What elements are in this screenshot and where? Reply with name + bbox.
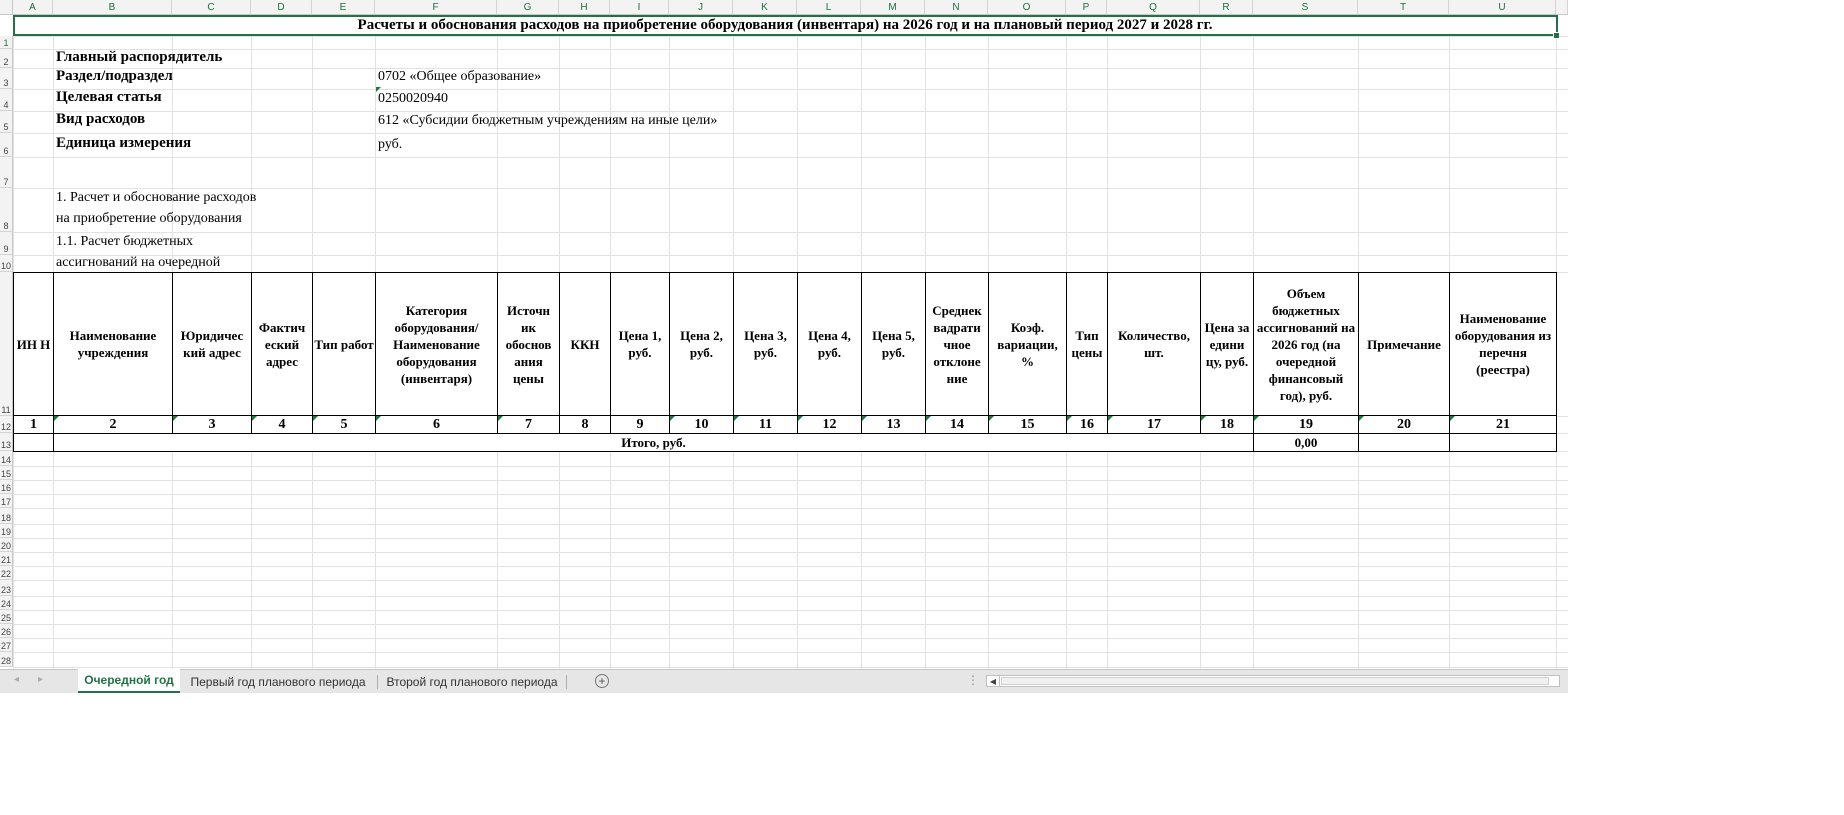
column-number-cell[interactable]: 17 xyxy=(1107,415,1201,434)
column-number-cell[interactable]: 15 xyxy=(988,415,1067,434)
number-stored-as-text-marker xyxy=(926,416,931,421)
table-header-cell[interactable]: Цена 3, руб. xyxy=(733,272,798,416)
column-number-cell[interactable]: 12 xyxy=(797,415,862,434)
tab-separator xyxy=(377,675,378,689)
gridline xyxy=(13,508,1568,509)
column-header[interactable]: I xyxy=(610,0,669,15)
row-header[interactable]: 17 xyxy=(0,494,13,508)
gridline xyxy=(13,68,1568,69)
target-value: 0250020940 xyxy=(378,91,448,106)
row-header[interactable]: 9 xyxy=(0,232,13,255)
tab-scroll-left-icon[interactable]: ◂ xyxy=(14,674,20,685)
row-header[interactable]: 24 xyxy=(0,596,13,610)
gridline xyxy=(13,580,1568,581)
table-header-cell[interactable]: ККН xyxy=(559,272,611,416)
scroll-left-arrow-icon[interactable]: ◀ xyxy=(987,676,1000,686)
row-header[interactable]: 12 xyxy=(0,416,13,433)
table-header-cell[interactable]: Цена 1, руб. xyxy=(610,272,670,416)
table-header-cell[interactable]: Количество, шт. xyxy=(1107,272,1201,416)
section-heading-line1: 1. Расчет и обоснование расходов xyxy=(56,190,257,205)
column-header[interactable]: G xyxy=(497,0,559,15)
gridline xyxy=(13,652,1568,653)
number-stored-as-text-marker xyxy=(252,416,257,421)
row-header[interactable]: 18 xyxy=(0,508,13,524)
column-number-cell[interactable]: 21 xyxy=(1449,415,1557,434)
column-number-cell[interactable]: 11 xyxy=(733,415,798,434)
table-header-cell[interactable]: Категория оборудования/ Наименование оборудования (инвентаря) xyxy=(375,272,498,416)
table-header-cell[interactable]: Тип работ xyxy=(312,272,376,416)
total-note-cell[interactable] xyxy=(1358,433,1450,452)
row-header[interactable]: 28 xyxy=(0,652,13,667)
row-header[interactable]: 7 xyxy=(0,157,13,188)
number-stored-as-text-marker xyxy=(313,416,318,421)
splitter-dots-icon[interactable]: ⋮ xyxy=(967,673,979,687)
row-header[interactable]: 23 xyxy=(0,580,13,596)
gridline xyxy=(13,255,1568,256)
target-label: Целевая статья xyxy=(56,89,162,105)
number-stored-as-text-marker xyxy=(1359,416,1364,421)
row-header[interactable]: 5 xyxy=(0,111,13,133)
section-heading-line2: на приобретение оборудования xyxy=(56,211,242,226)
row-header[interactable]: 13 xyxy=(0,433,13,451)
gridline xyxy=(13,596,1568,597)
table-header-cell[interactable]: Цена за едини цу, руб. xyxy=(1200,272,1254,416)
column-header[interactable]: N xyxy=(925,0,988,15)
total-label-cell[interactable]: Итого, руб. xyxy=(53,433,1254,452)
column-header[interactable]: D xyxy=(251,0,312,15)
row-header[interactable]: 8 xyxy=(0,188,13,232)
row-header[interactable]: 22 xyxy=(0,566,13,580)
column-header[interactable]: M xyxy=(861,0,925,15)
column-number-cell[interactable]: 5 xyxy=(312,415,376,434)
table-header-cell[interactable]: Юридичес кий адрес xyxy=(172,272,252,416)
tab-scroll-right-icon[interactable]: ▸ xyxy=(38,674,44,685)
column-header[interactable]: R xyxy=(1200,0,1253,15)
table-header-cell[interactable]: Наименование оборудования из перечня (реестра) xyxy=(1449,272,1557,416)
table-header-cell[interactable]: Цена 2, руб. xyxy=(669,272,734,416)
row-header[interactable]: 2 xyxy=(0,49,13,68)
row-header[interactable]: 26 xyxy=(0,624,13,638)
gridline xyxy=(13,552,1568,553)
column-header[interactable]: P xyxy=(1066,0,1107,15)
table-header-cell[interactable]: Примечание xyxy=(1358,272,1450,416)
gridline xyxy=(13,188,1568,189)
tab-current-year[interactable]: Очередной год xyxy=(78,669,180,693)
column-number-cell[interactable]: 19 xyxy=(1253,415,1359,434)
column-header[interactable]: K xyxy=(733,0,797,15)
gridline xyxy=(13,524,1568,525)
row-header[interactable]: 11 xyxy=(0,272,13,416)
row-header[interactable]: 25 xyxy=(0,610,13,624)
column-number-cell[interactable]: 16 xyxy=(1066,415,1108,434)
row-header[interactable]: 1 xyxy=(0,36,13,49)
section-label: Раздел/подраздел xyxy=(56,68,173,84)
unit-value: руб. xyxy=(378,137,403,152)
row-header[interactable]: 16 xyxy=(0,480,13,494)
sheet-title: Расчеты и обоснования расходов на приобретение оборудования (инвентаря) на 2026 год и на плановый период 2027 и 2028 гг. xyxy=(14,16,1556,35)
column-header[interactable]: L xyxy=(797,0,861,15)
column-number-cell[interactable]: 13 xyxy=(861,415,926,434)
number-stored-as-text-marker xyxy=(1067,416,1072,421)
column-header[interactable]: T xyxy=(1358,0,1449,15)
gridline xyxy=(13,49,1568,50)
tab-first-plan-year[interactable]: Первый год планового периода xyxy=(190,674,366,689)
table-header-cell[interactable]: Наименование учреждения xyxy=(53,272,173,416)
number-stored-as-text-marker xyxy=(670,416,675,421)
add-sheet-icon[interactable]: + xyxy=(595,674,609,688)
column-number-cell[interactable]: 6 xyxy=(375,415,498,434)
subsection-heading-line2: ассигнований на очередной xyxy=(56,255,221,270)
gridline xyxy=(13,480,1568,481)
table-header-cell[interactable]: ИН Н xyxy=(13,272,54,416)
gridline xyxy=(13,667,1568,668)
chief-label: Главный распорядитель xyxy=(56,49,223,65)
row-header[interactable]: 20 xyxy=(0,538,13,552)
table-header-cell[interactable]: Среднек вадрати чное отклоне ние xyxy=(925,272,989,416)
column-header-filler xyxy=(1556,0,1568,15)
table-header-cell[interactable]: Фактич еский адрес xyxy=(251,272,313,416)
column-header[interactable]: U xyxy=(1449,0,1556,15)
total-row-empty-cell[interactable] xyxy=(13,433,54,452)
column-number-cell[interactable]: 2 xyxy=(53,415,173,434)
table-header-cell[interactable]: Тип цены xyxy=(1066,272,1108,416)
gridline xyxy=(13,133,1568,134)
table-header-cell[interactable]: Цена 4, руб. xyxy=(797,272,862,416)
row-header[interactable]: 10 xyxy=(0,255,13,272)
number-stored-as-text-marker xyxy=(1450,416,1455,421)
gridline xyxy=(13,638,1568,639)
table-header-cell[interactable]: Цена 5, руб. xyxy=(861,272,926,416)
table-header-cell[interactable]: Коэф. вариации, % xyxy=(988,272,1067,416)
subsection-heading-line1: 1.1. Расчет бюджетных xyxy=(56,234,194,249)
number-stored-as-text-marker xyxy=(862,416,867,421)
gridline xyxy=(13,89,1568,90)
number-stored-as-text-marker xyxy=(54,416,59,421)
gridline xyxy=(13,232,1568,233)
column-header[interactable]: S xyxy=(1253,0,1358,15)
total-value-cell[interactable]: 0,00 xyxy=(1253,433,1359,452)
column-number-cell[interactable]: 1 xyxy=(13,415,54,434)
number-stored-as-text-marker xyxy=(798,416,803,421)
number-stored-as-text-marker xyxy=(498,416,503,421)
gridline xyxy=(13,566,1568,567)
number-stored-as-text-marker xyxy=(989,416,994,421)
column-number-cell[interactable]: 9 xyxy=(610,415,670,434)
column-header[interactable]: O xyxy=(988,0,1066,15)
column-header[interactable]: A xyxy=(13,0,53,15)
column-number-cell[interactable]: 7 xyxy=(497,415,560,434)
number-stored-as-text-marker xyxy=(1201,416,1206,421)
row-header[interactable]: 14 xyxy=(0,451,13,466)
number-stored-as-text-marker xyxy=(1254,416,1259,421)
row-header[interactable]: 27 xyxy=(0,638,13,652)
tab-separator xyxy=(566,675,567,689)
number-stored-as-text-marker xyxy=(173,416,178,421)
number-stored-as-text-marker xyxy=(734,416,739,421)
total-registry-cell[interactable] xyxy=(1449,433,1557,452)
gridline xyxy=(13,624,1568,625)
sheet-tab-bar xyxy=(0,669,1568,693)
number-stored-as-text-marker xyxy=(376,416,381,421)
table-header-cell[interactable]: Объем бюджетных ассигнований на 2026 год (на очередной финансовый год), руб. xyxy=(1253,272,1359,416)
column-header[interactable]: J xyxy=(669,0,733,15)
gridline xyxy=(13,36,1568,37)
horizontal-scrollbar[interactable] xyxy=(986,675,1560,687)
fill-handle[interactable] xyxy=(1553,32,1560,39)
column-number-cell[interactable]: 3 xyxy=(172,415,252,434)
column-number-cell[interactable]: 8 xyxy=(559,415,611,434)
row-header[interactable]: 19 xyxy=(0,524,13,538)
gridline xyxy=(13,111,1568,112)
row-header[interactable]: 21 xyxy=(0,552,13,566)
section-value: 0702 «Общее образование» xyxy=(378,69,542,84)
row-header[interactable]: 15 xyxy=(0,466,13,480)
select-all-corner[interactable] xyxy=(0,0,13,15)
column-number-cell[interactable]: 10 xyxy=(669,415,734,434)
gridline xyxy=(13,157,1568,158)
column-header[interactable]: E xyxy=(312,0,375,15)
row-header[interactable]: 6 xyxy=(0,133,13,157)
table-header-cell[interactable]: Источн ик обоснов ания цены xyxy=(497,272,560,416)
column-header[interactable]: C xyxy=(172,0,251,15)
column-header[interactable]: Q xyxy=(1107,0,1200,15)
column-header[interactable]: H xyxy=(559,0,610,15)
gridline xyxy=(13,466,1568,467)
column-header[interactable]: B xyxy=(53,0,172,15)
unit-label: Единица измерения xyxy=(56,135,192,151)
gridline xyxy=(13,610,1568,611)
column-header[interactable]: F xyxy=(375,0,497,15)
gridline xyxy=(13,538,1568,539)
column-number-cell[interactable]: 18 xyxy=(1200,415,1254,434)
gridline xyxy=(13,494,1568,495)
column-number-cell[interactable]: 20 xyxy=(1358,415,1450,434)
column-number-cell[interactable]: 14 xyxy=(925,415,989,434)
expense-value: 612 «Субсидии бюджетным учреждениям на иные цели» xyxy=(378,113,718,128)
row-header[interactable]: 3 xyxy=(0,68,13,89)
row-header[interactable]: 4 xyxy=(0,89,13,111)
scrollbar-thumb[interactable] xyxy=(1001,677,1549,685)
tab-second-plan-year[interactable]: Второй год планового периода xyxy=(386,674,558,689)
number-stored-as-text-marker xyxy=(1108,416,1113,421)
column-number-cell[interactable]: 4 xyxy=(251,415,313,434)
expense-label: Вид расходов xyxy=(56,111,146,127)
